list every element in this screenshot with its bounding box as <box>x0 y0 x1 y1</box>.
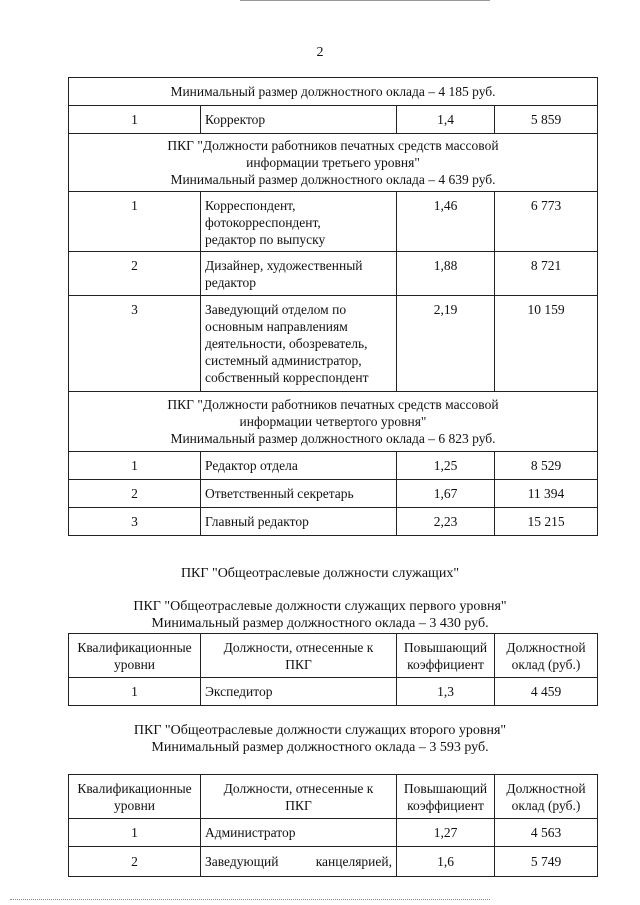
salary-cell: 8 721 <box>495 252 598 296</box>
group3-header-line: Минимальный размер должностного оклада – 6 823 руб. <box>170 431 496 446</box>
table-row <box>69 192 598 252</box>
header-line: оклад (руб.) <box>511 797 581 813</box>
header-line: коэффициент <box>407 656 484 672</box>
coef-cell: 1,27 <box>397 819 495 847</box>
position-line: деятельности, обозреватель, <box>205 336 368 351</box>
group2-header <box>69 134 598 192</box>
section-title: ПКГ "Общеотраслевые должности служащих" <box>180 566 460 581</box>
level-cell: 2 <box>69 480 201 508</box>
table-header-row <box>69 634 598 678</box>
header-line: Квалификационные <box>77 639 192 655</box>
salary-cell: 6 773 <box>495 192 598 252</box>
group3-header <box>69 392 598 452</box>
position-cell: Администратор <box>201 819 397 847</box>
group-header-row <box>69 78 598 106</box>
group-header-row <box>69 392 598 452</box>
level-cell: 1 <box>69 106 201 134</box>
col-header-salary <box>495 775 598 819</box>
header-line: Повышающий <box>403 639 488 655</box>
group3-header-line: ПКГ "Должности работников печатных средств массовой <box>167 397 499 412</box>
coef-cell: 1,3 <box>397 678 495 706</box>
top-rule <box>240 0 490 1</box>
salary-cell: 8 529 <box>495 452 598 480</box>
position-cell: Ответственный секретарь <box>201 480 397 508</box>
position-line: фотокорреспондент, <box>205 215 321 230</box>
col-header-level <box>69 634 201 678</box>
table-header-row <box>69 775 598 819</box>
position-cell <box>201 192 397 252</box>
position-cell <box>201 296 397 392</box>
header-line: коэффициент <box>407 797 484 813</box>
col-header-coef <box>397 775 495 819</box>
table-row <box>69 452 598 480</box>
salary-table-print-media <box>68 77 598 536</box>
position-cell <box>201 252 397 296</box>
level-cell: 1 <box>69 678 201 706</box>
position-line: Дизайнер, художественный <box>205 258 363 273</box>
group1-header: Минимальный размер должностного оклада – 4 185 руб. <box>69 78 598 106</box>
level-cell: 1 <box>69 819 201 847</box>
position-line: собственный корреспондент <box>205 370 369 385</box>
position-line: основным направлениям <box>205 319 348 334</box>
salary-cell: 5 749 <box>495 847 598 877</box>
position-line: системный администратор, <box>205 353 362 368</box>
position-line: Корреспондент, <box>205 198 296 213</box>
header-line: Должностной <box>506 639 586 655</box>
group3-header-line: информации четвертого уровня" <box>239 414 427 429</box>
position-line: редактор по выпуску <box>205 232 326 247</box>
level-cell: 1 <box>69 452 201 480</box>
table-row <box>69 847 598 877</box>
level-cell: 3 <box>69 508 201 536</box>
header-line: Должностной <box>506 780 586 796</box>
group2-header-line: информации третьего уровня" <box>246 155 420 170</box>
table-row <box>69 480 598 508</box>
coef-cell: 1,6 <box>397 847 495 877</box>
sub1-title <box>0 598 640 632</box>
table-row <box>69 508 598 536</box>
table-row <box>69 252 598 296</box>
table-row <box>69 678 598 706</box>
coef-cell: 1,25 <box>397 452 495 480</box>
level-cell: 2 <box>69 252 201 296</box>
position-cell <box>201 847 397 877</box>
header-line: Квалификационные <box>77 780 192 796</box>
level-cell: 2 <box>69 847 201 877</box>
salary-cell: 4 459 <box>495 678 598 706</box>
position-cell: Экспедитор <box>201 678 397 706</box>
coef-cell: 1,67 <box>397 480 495 508</box>
table-row <box>69 106 598 134</box>
table-row <box>69 296 598 392</box>
level-cell: 1 <box>69 192 201 252</box>
position-justified <box>205 853 392 870</box>
col-header-coef <box>397 634 495 678</box>
header-line: Должности, отнесенные к <box>223 639 374 655</box>
sub2-title <box>0 722 640 756</box>
level-cell: 3 <box>69 296 201 392</box>
coef-cell: 2,23 <box>397 508 495 536</box>
header-line: уровни <box>113 797 156 813</box>
position-cell: Главный редактор <box>201 508 397 536</box>
sub1-title-line: ПКГ "Общеотраслевые должности служащих первого уровня" <box>133 599 507 614</box>
position-line: редактор <box>205 275 257 290</box>
col-header-position <box>201 775 397 819</box>
salary-cell: 4 563 <box>495 819 598 847</box>
salary-cell: 10 159 <box>495 296 598 392</box>
salary-table-general-level2 <box>68 774 598 877</box>
position-line: Заведующий отделом по <box>205 302 347 317</box>
position-cell: Корректор <box>201 106 397 134</box>
group-header-row <box>69 134 598 192</box>
sub2-title-line: ПКГ "Общеотраслевые должности служащих второго уровня" <box>133 723 507 738</box>
sub2-title-line: Минимальный размер должностного оклада – 3 593 руб. <box>151 740 489 755</box>
header-line: Должности, отнесенные к <box>223 780 374 796</box>
col-header-position <box>201 634 397 678</box>
group2-header-line: Минимальный размер должностного оклада – 4 639 руб. <box>170 172 496 187</box>
salary-cell: 15 215 <box>495 508 598 536</box>
col-header-level <box>69 775 201 819</box>
sub1-title-line: Минимальный размер должностного оклада – 3 430 руб. <box>151 616 489 631</box>
salary-cell: 5 859 <box>495 106 598 134</box>
coef-cell: 2,19 <box>397 296 495 392</box>
position-cell: Редактор отдела <box>201 452 397 480</box>
salary-cell: 11 394 <box>495 480 598 508</box>
group2-header-line: ПКГ "Должности работников печатных средств массовой <box>167 138 499 153</box>
bottom-scan-artifact <box>10 899 490 900</box>
page-number: 2 <box>316 45 324 60</box>
position-word: канцелярией, <box>315 854 392 869</box>
coef-cell: 1,4 <box>397 106 495 134</box>
coef-cell: 1,88 <box>397 252 495 296</box>
header-line: ПКГ <box>285 656 312 672</box>
header-line: уровни <box>113 656 156 672</box>
header-line: ПКГ <box>285 797 312 813</box>
table-row <box>69 819 598 847</box>
col-header-salary <box>495 634 598 678</box>
position-word: Заведующий <box>205 854 279 869</box>
header-line: оклад (руб.) <box>511 656 581 672</box>
header-line: Повышающий <box>403 780 488 796</box>
coef-cell: 1,46 <box>397 192 495 252</box>
salary-table-general-level1 <box>68 633 598 706</box>
